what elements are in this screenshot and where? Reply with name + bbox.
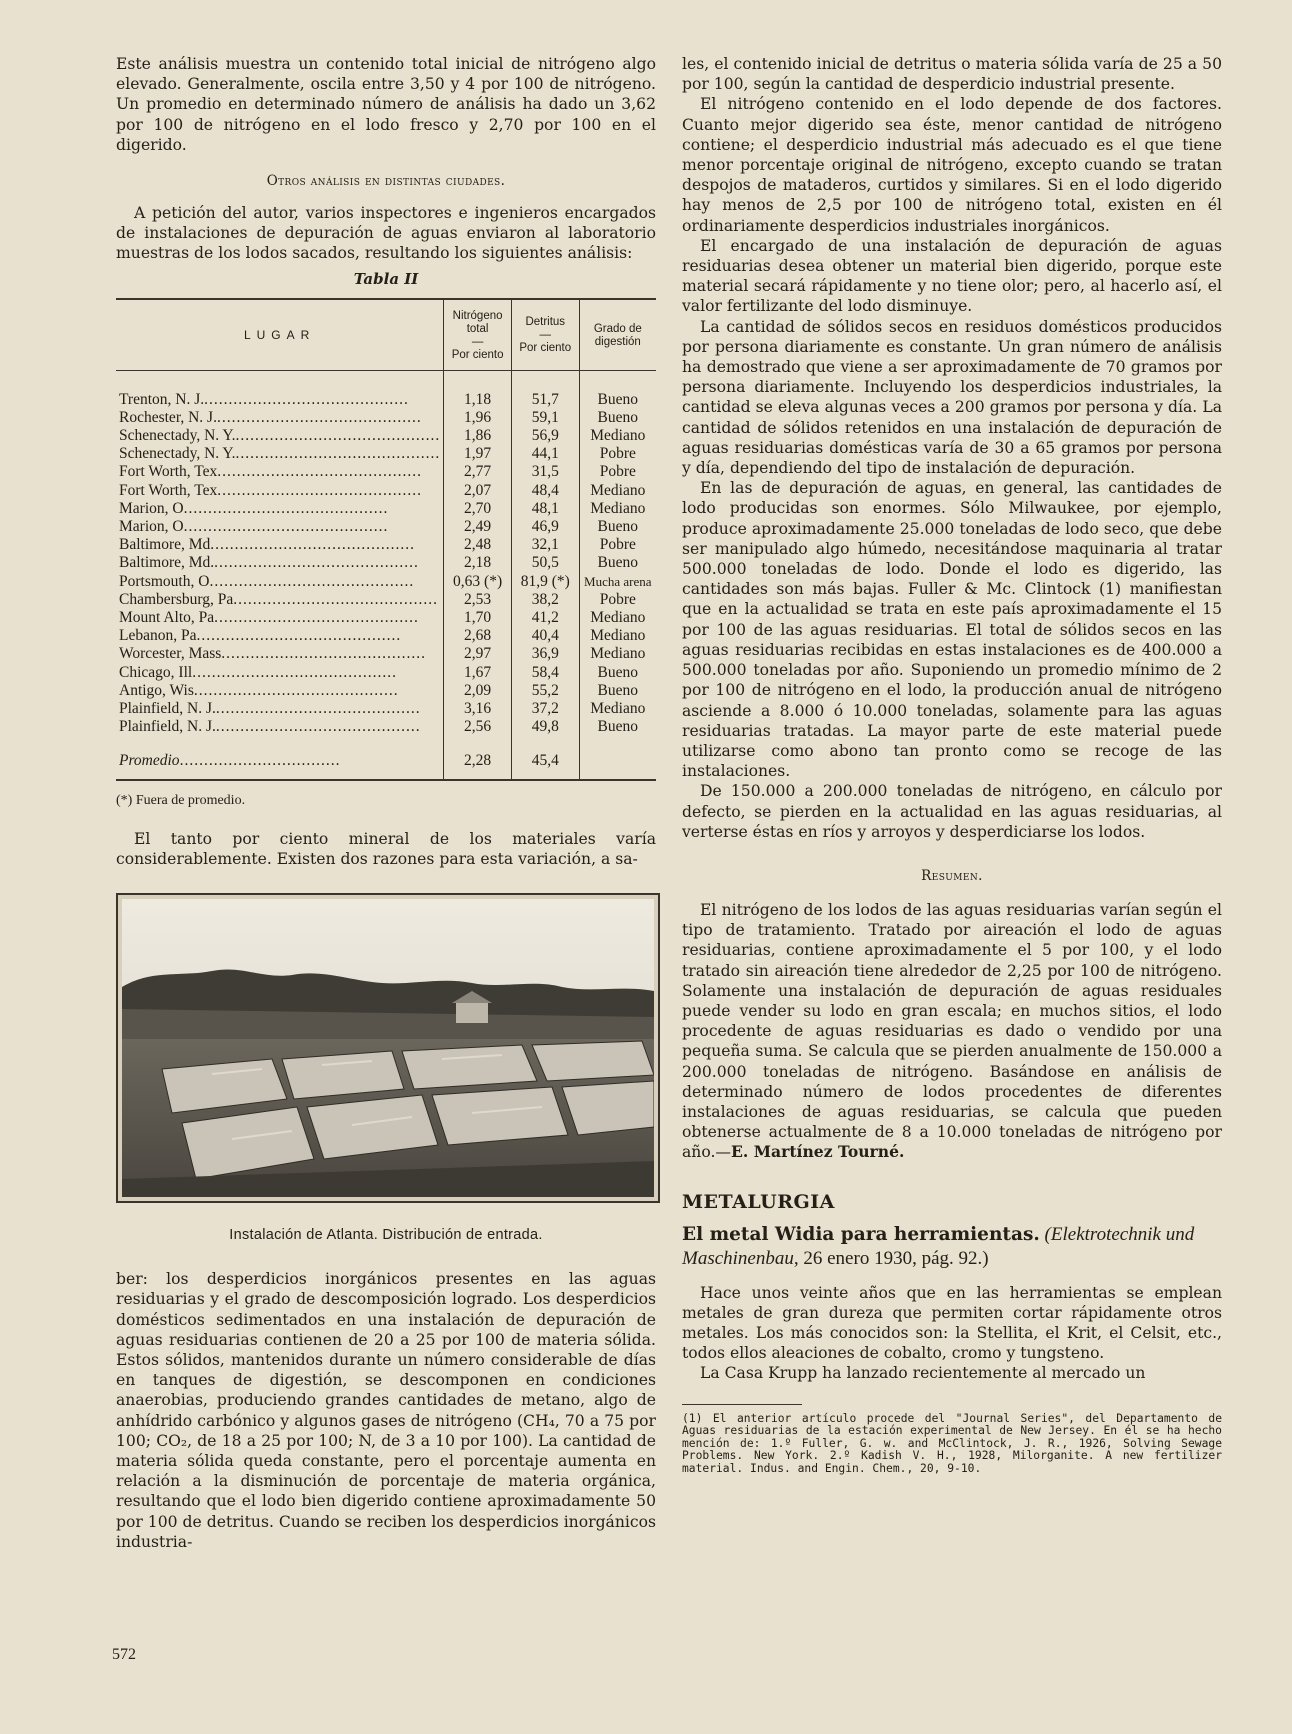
row-detritus: 48,1 [511,500,579,518]
paragraph: El nitrógeno contenido en el lodo depende de dos factores. Cuanto mejor digerido sea éste, menor cantidad de nitrógeno contiene; el desperdicio industrial más adecuado es el que tiene menor porcentaje original de nitrógeno, excepto cuando se tratan despojos de mataderos, curtidos y similares. Si en el lodo digerido hay menos de 2,5 por 100 de nitrógeno total, existen en él ordinariamente desperdicios industriales inorgánicos. [682,95,1222,235]
row-place: Plainfield, N. J........................................... [119,700,421,718]
row-place: Trenton, N. J........................................... [119,390,409,408]
right-column [682,54,1222,1476]
row-nitrogen: 0,63 (*) [444,573,512,591]
row-place: Schenectady, N. Y........................................... [119,445,441,463]
article-title: El metal Widia para herramientas. (Elektrotechnik und Maschinenbau, 26 enero 1930, pág. 92.) [682,1223,1195,1269]
author: E. Martínez Tourné. [731,1142,905,1162]
table-row [116,609,656,627]
row-detritus: 48,4 [511,482,579,500]
row-place: Fort Worth, Tex.......................................... [119,463,423,481]
row-nitrogen: 3,16 [444,700,512,718]
average-nitrogen: 2,28 [444,736,512,779]
row-place: Lebanon, Pa.......................................... [119,627,402,645]
paragraph-summary: El nitrógeno de los lodos de las aguas residuarias varían según el tipo de tratamiento. Tratado por aireación el lodo de aguas residuarias, contiene aproximadamente el 5 por 100, y el lodo tratado sin aireación tiene alrededor de 2,25 por 100 de nitrógeno. Solamente una instalación de depuración de aguas residuales puede vender su lodo en gran escala; en muchos sitios, el lodo procedente de aguas residuarias es dado o vendido por una pequeña suma. Se calcula que se pierden anualmente de 150.000 a 200.000 toneladas de nitrógeno. Basándose en análisis de determinado número de lodos procedentes de diferentes instalaciones de aguas residuarias, se calcula que pueden obtenerse actualmente de 8 a 10.000 toneladas de nitrógeno por año.—E. Martínez Tourné. [682,900,1222,1162]
row-place: Chambersburg, Pa.......................................... [119,590,438,608]
table-row [116,463,656,481]
header-detritus: Detritus — Por ciento [511,299,579,371]
row-degree: Mediano [579,645,656,663]
header-degree: Grado de digestión [579,299,656,371]
paragraph: Este análisis muestra un contenido total inicial de nitrógeno algo elevado. Generalmente, oscila entre 3,50 y 4 por 100 de nitrógeno. Un promedio en determinado número de análisis ha dado un 3,62 por 100 de nitrógeno en el lodo fresco y 2,70 por 100 en el digerido. [116,55,656,154]
row-nitrogen: 2,56 [444,718,512,736]
row-nitrogen: 2,48 [444,536,512,554]
table-row [116,627,656,645]
row-place: Marion, O.......................................... [119,499,389,517]
row-nitrogen: 2,77 [444,463,512,481]
row-place: Schenectady, N. Y........................................... [119,427,441,445]
paragraph: La Casa Krupp ha lanzado recientemente al mercado un [700,1364,1146,1383]
footnote: (1) El anterior artículo procede del "Journal Series", del Departamento de Aguas residuarias de la estación experimental de New Jersey. En él se ha hecho mención de: 1.º Fuller, G. w. and McClintock, J. R., 1926, Solving Sewage Problems. New York. 2.º Kadish V. H., 1928, Milorganite. A new fertilizer material. Indus. and Engin. Chem., 20, 9-10. [682,1411,1222,1475]
photo-atlanta-plant [116,893,660,1203]
row-nitrogen: 2,53 [444,591,512,609]
photo-image [122,899,654,1197]
table-row [116,370,656,409]
row-degree: Mediano [579,627,656,645]
row-detritus: 49,8 [511,718,579,736]
row-nitrogen: 2,18 [444,554,512,572]
section-title: METALURGIA [682,1190,835,1213]
paragraph: El tanto por ciento mineral de los materiales varía considerablemente. Existen dos razones para esta variación, a sa- [116,829,656,868]
table-row [116,645,656,663]
row-detritus: 58,4 [511,664,579,682]
paragraph: En las de depuración de aguas, en general, las cantidades de lodo producidas son enormes. Sólo Milwaukee, por ejemplo, produce aproximadamente 25.000 toneladas de lodo seco, que debe ser manipulado algo húmedo, necesitándose maquinaria al tratar 500.000 toneladas de lodo. Donde el lodo es digerido, las cantidades son más bajas. Fuller & Mc. Clintock (1) manifiestan que en la actualidad se trata en este país aproximadamente el 15 por 100 de las aguas residuarias. El total de sólidos secos en las aguas residuarias recibidas en estas instalaciones es de 400.000 a 500.000 toneladas por año. Suponiendo un promedio mínimo de 2 por 100 de nitrógeno en el lodo, la producción anual de nitrógeno asciende a 8.000 ó 10.000 toneladas, solamente para las aguas residuarias tratadas. La mayor parte de este material puede utilizarse como abono tan pronto como se recoge de las instalaciones. [682,479,1222,781]
row-detritus: 55,2 [511,682,579,700]
table-row [116,518,656,536]
row-place: Baltimore, Md.......................................... [119,536,416,554]
row-detritus: 32,1 [511,536,579,554]
row-detritus: 56,9 [511,427,579,445]
row-detritus: 37,2 [511,700,579,718]
row-detritus: 40,4 [511,627,579,645]
row-degree: Pobre [579,536,656,554]
paragraph: les, el contenido inicial de detritus o materia sólida varía de 25 a 50 por 100, según la cantidad de desperdicio industrial presente. [682,55,1222,94]
row-nitrogen: 1,86 [444,427,512,445]
table-title: Tabla II [353,269,419,288]
row-place: Worcester, Mass.......................................... [119,645,427,663]
table-average-row [116,736,656,779]
row-nitrogen: 2,70 [444,500,512,518]
paragraph: La cantidad de sólidos secos en residuos domésticos producidos por persona diariamente es constante. Un gran número de análisis ha demostrado que viene a ser aproximadamente de 70 gramos por persona diariamente. Incluyendo los desperdicios industriales, la cantidad se eleva algunas veces a 200 gramos por persona y día. La cantidad de sólidos retenidos en una instalación de depuración de aguas residuarias domésticas varía de 30 a 65 gramos por persona y día, dependiendo del tipo de instalación de depuración. [682,317,1222,478]
row-detritus: 41,2 [511,609,579,627]
table-row [116,427,656,445]
table-row [116,700,656,718]
row-place: Portsmouth, O.......................................... [119,572,415,590]
row-degree: Pobre [579,463,656,481]
table-row [116,591,656,609]
table-note: (*) Fuera de promedio. [116,792,246,808]
table-row [116,536,656,554]
table-row [116,573,656,591]
row-detritus: 51,7 [511,370,579,409]
table-row [116,482,656,500]
row-degree: Mucha arena [579,573,656,591]
row-degree: Bueno [579,664,656,682]
average-label: Promedio................................. [116,736,444,779]
table-row [116,682,656,700]
analysis-table [116,298,656,781]
row-nitrogen: 1,97 [444,445,512,463]
row-place: Chicago, Ill.......................................... [119,663,397,681]
row-nitrogen: 2,09 [444,682,512,700]
row-nitrogen: 1,18 [444,370,512,409]
table-body [116,370,656,736]
row-nitrogen: 2,97 [444,645,512,663]
footnote-rule [682,1404,802,1405]
row-degree: Mediano [579,427,656,445]
row-degree: Bueno [579,682,656,700]
row-detritus: 50,5 [511,554,579,572]
row-detritus: 44,1 [511,445,579,463]
table-row [116,500,656,518]
row-place: Rochester, N. J........................................... [119,408,422,426]
row-degree: Mediano [579,700,656,718]
paragraph: El encargado de una instalación de depuración de aguas residuarias desea obtener un material bien digerido, porque este material secará rápidamente y no tiene olor; pero, al hacerlo así, el valor fertilizante del lodo disminuye. [682,236,1222,316]
row-degree: Bueno [579,718,656,736]
row-degree: Mediano [579,500,656,518]
header-nitrogen: Nitrógeno total — Por ciento [444,299,512,371]
row-nitrogen: 2,07 [444,482,512,500]
table-row [116,718,656,736]
table-row [116,409,656,427]
paragraph: De 150.000 a 200.000 toneladas de nitrógeno, en cálculo por defecto, se pierden en la actualidad en las aguas residuarias, al verterse éstas en ríos y arroyos y desperdiciarse los lodos. [682,782,1222,841]
table-row [116,664,656,682]
row-degree: Mediano [579,609,656,627]
row-nitrogen: 1,70 [444,609,512,627]
left-column [116,54,656,1552]
row-degree: Bueno [579,554,656,572]
row-detritus: 59,1 [511,409,579,427]
subheading: Otros análisis en distintas ciudades. [266,173,506,190]
row-degree: Bueno [579,370,656,409]
photo-caption: Instalación de Atlanta. Distribución de entrada. [229,1227,543,1244]
row-degree: Pobre [579,445,656,463]
row-nitrogen: 1,96 [444,409,512,427]
row-place: Plainfield, N. J........................................... [119,718,421,736]
table-row [116,445,656,463]
row-detritus: 81,9 (*) [511,573,579,591]
row-detritus: 46,9 [511,518,579,536]
row-degree: Bueno [579,518,656,536]
subheading-resumen: Resumen. [921,867,983,884]
row-place: Fort Worth, Tex.......................................... [119,481,423,499]
row-place: Marion, O.......................................... [119,518,389,536]
page-number: 572 [112,1646,136,1663]
row-degree: Mediano [579,482,656,500]
paragraph: A petición del autor, varios inspectores e ingenieros encargados de instalaciones de depuración de aguas enviaron al laboratorio muestras de los lodos sacados, resultando los siguientes análisis: [116,204,656,263]
row-place: Mount Alto, Pa.......................................... [119,609,419,627]
row-nitrogen: 1,67 [444,664,512,682]
row-nitrogen: 2,68 [444,627,512,645]
row-place: Antigo, Wis.......................................... [119,681,399,699]
paragraph: ber: los desperdicios inorgánicos presentes en las aguas residuarias y el grado de descomposición logrado. Los desperdicios domésticos sedimentados en una instalación de depuración de aguas residuarias contienen de 20 a 25 por 100 de materia sólida. Estos sólidos, mantenidos durante un número considerable de días en tanques de digestión, se descomponen en condiciones anaerobias, produciendo grandes cantidades de metano, algo de anhídrido carbónico y algunos gases de nitrógeno (CH₄, 70 a 75 por 100; CO₂, de 18 a 25 por 100; N, de 3 a 10 por 100). La cantidad de materia sólida queda constante, pero el porcentaje aumenta en relación a la disminución de porcentaje de materia orgánica, resultando que el lodo bien digerido contiene aproximadamente 50 por 100 de detritus. Cuando se reciben los desperdicios inorgánicos industria- [116,1270,656,1551]
row-degree: Bueno [579,409,656,427]
average-detritus: 45,4 [511,736,579,779]
paragraph: Hace unos veinte años que en las herramientas se emplean metales de gran dureza que permiten cortar rápidamente otros metales. Los más conocidos son: la Stellita, el Krit, el Celsit, etc., todos ellos aleaciones de cobalto, cromo y tungsteno. [682,1283,1222,1363]
row-detritus: 31,5 [511,463,579,481]
row-nitrogen: 2,49 [444,518,512,536]
row-detritus: 36,9 [511,645,579,663]
header-place: LUGAR [116,299,444,371]
row-place: Baltimore, Md........................................... [119,554,419,572]
row-degree: Pobre [579,591,656,609]
row-detritus: 38,2 [511,591,579,609]
table-row [116,554,656,572]
